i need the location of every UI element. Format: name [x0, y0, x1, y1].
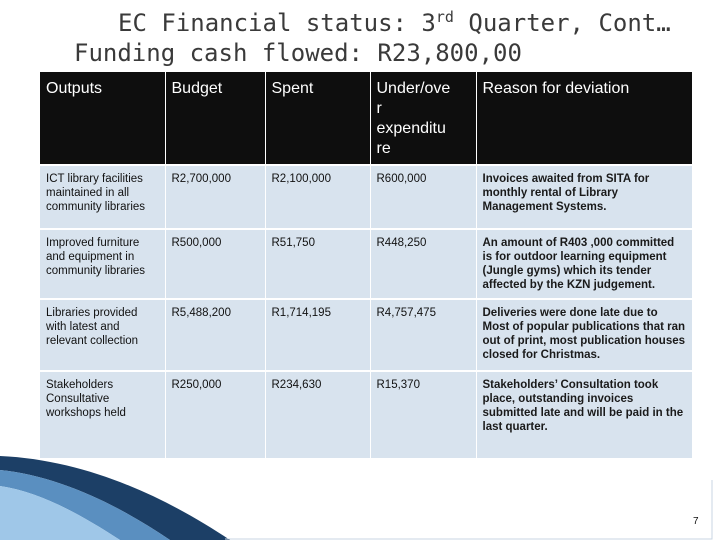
title-line-1-main: EC Financial status: 3: [118, 9, 436, 37]
cell-variance: R448,250: [370, 229, 476, 299]
cell-reason: Stakeholders’ Consultation took place, outstanding invoices submitted late and will be paid in the last quarter.: [476, 371, 692, 459]
cell-output: Stakeholders Consultative workshops held: [40, 371, 165, 459]
header-budget: Budget: [165, 72, 265, 165]
header-reason: Reason for deviation: [476, 72, 692, 165]
financial-status-table: [40, 72, 693, 460]
cell-variance: R4,757,475: [370, 299, 476, 371]
table-row: [40, 299, 692, 371]
cell-reason: An amount of R403 ,000 committed is for outdoor learning equipment (Jungle gyms) which its tender affected by the KZN judgement.: [476, 229, 692, 299]
cell-spent: R51,750: [265, 229, 370, 299]
swoosh-rule-line: [225, 480, 712, 539]
header-variance: Under/ove r expenditu re: [370, 72, 476, 165]
table-header-row: [40, 72, 692, 165]
cell-budget: R250,000: [165, 371, 265, 459]
title-line-2: Funding cash flowed: R23,800,00: [74, 39, 522, 67]
header-outputs: Outputs: [40, 72, 165, 165]
cell-reason: Deliveries were done late due to Most of popular publications that ran out of print, most publication houses closed for Christmas.: [476, 299, 692, 371]
title-line-1-superscript: rd: [435, 8, 454, 26]
cell-budget: R500,000: [165, 229, 265, 299]
cell-spent: R1,714,195: [265, 299, 370, 371]
cell-output: Improved furniture and equipment in community libraries: [40, 229, 165, 299]
header-spent: Spent: [265, 72, 370, 165]
decorative-swoosh: [0, 440, 720, 540]
cell-reason: Invoices awaited from SITA for monthly rental of Library Management Systems.: [476, 165, 692, 229]
title-line-1-tail: Quarter, Cont…: [453, 9, 671, 37]
page-number: 7: [693, 516, 699, 527]
table-row: [40, 229, 692, 299]
cell-budget: R2,700,000: [165, 165, 265, 229]
cell-budget: R5,488,200: [165, 299, 265, 371]
cell-output: ICT library facilities maintained in all community libraries: [40, 165, 165, 229]
cell-output: Libraries provided with latest and relevant collection: [40, 299, 165, 371]
cell-spent: R2,100,000: [265, 165, 370, 229]
cell-variance: R600,000: [370, 165, 476, 229]
cell-variance: R15,370: [370, 371, 476, 459]
title-line-1: [118, 8, 671, 37]
table-row: [40, 165, 692, 229]
cell-spent: R234,630: [265, 371, 370, 459]
